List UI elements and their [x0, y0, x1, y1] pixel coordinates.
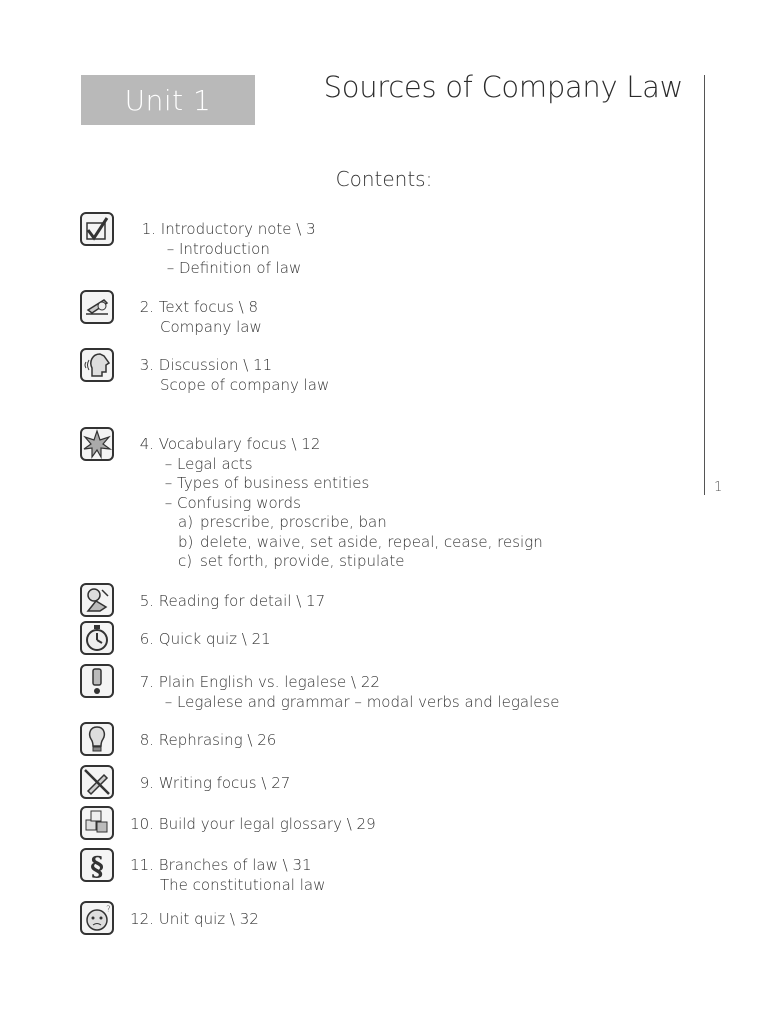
- toc-entry-subtitle: Scope of company law: [160, 375, 330, 394]
- svg-text:?: ?: [106, 905, 111, 915]
- starburst-icon: [80, 427, 114, 461]
- toc-entry-title: Writing focus \ 27: [154, 774, 291, 792]
- toc-sub-item: – Definition of law: [166, 259, 302, 277]
- crossed-pen-icon: [80, 765, 114, 799]
- toc-entry-title: Build your legal glossary \ 29: [154, 815, 376, 833]
- toc-entry-number: 11.: [130, 856, 154, 874]
- reading-person-icon: [80, 583, 114, 617]
- checkmark-icon: [80, 212, 114, 246]
- unit-label: Unit 1: [124, 83, 212, 117]
- writing-hand-icon: [80, 290, 114, 324]
- toc-entry-number: 9.: [139, 774, 154, 792]
- page-number: 1: [714, 480, 723, 495]
- stopwatch-icon: [80, 621, 114, 655]
- toc-entry-title: Rephrasing \ 26: [154, 731, 277, 749]
- toc-lettered-item: a) prescribe, proscribe, ban: [178, 513, 387, 531]
- toc-entry-number: 1.: [141, 220, 156, 238]
- toc-sub-item: – Legalese and grammar – modal verbs and legalese: [164, 692, 560, 711]
- toc-entry-number: 5.: [139, 592, 154, 610]
- toc-entry-title: Plain English vs. legalese \ 22: [154, 673, 380, 691]
- toc-entry-number: 4.: [139, 435, 154, 453]
- toc-sub-item: – Introduction: [166, 239, 270, 258]
- toc-entry-title: Reading for detail \ 17: [154, 592, 326, 610]
- toc-entry-subtitle: The constitutional law: [160, 875, 326, 894]
- toc-sub-item: – Types of business entities: [164, 474, 370, 492]
- toc-entry-title: Discussion \ 11: [154, 356, 273, 374]
- lightbulb-icon: [80, 722, 114, 756]
- toc-entry-number: 7.: [139, 673, 154, 691]
- toc-entry-title: Vocabulary focus \ 12: [154, 435, 321, 453]
- letter-blocks-icon: [80, 806, 114, 840]
- toc-entry-title: Unit quiz \ 32: [154, 910, 259, 928]
- toc-lettered-item: c) set forth, provide, stipulate: [178, 552, 405, 570]
- toc-sub-item: – Legal acts: [164, 454, 253, 473]
- toc-entry-number: 8.: [139, 731, 154, 749]
- section-sign-icon: [80, 848, 114, 882]
- toc-entry-title: Quick quiz \ 21: [154, 630, 271, 648]
- toc-entry-number: 10.: [130, 815, 154, 833]
- speaking-head-icon: [80, 348, 114, 382]
- unit-label-box: [81, 75, 255, 125]
- toc-entry-title: Introductory note \ 3: [156, 220, 316, 238]
- toc-entry-number: 3.: [139, 356, 154, 374]
- toc-lettered-item: b) delete, waive, set aside, repeal, cease, resign: [178, 532, 543, 551]
- toc-sub-item: – Confusing words: [164, 493, 301, 512]
- toc-entry-number: 6.: [139, 630, 154, 648]
- toc-entry-title: Branches of law \ 31: [154, 856, 312, 874]
- page-title: Sources of Company Law: [323, 70, 683, 104]
- exclamation-icon: [80, 664, 114, 698]
- contents-heading: Contents:: [335, 167, 433, 191]
- vertical-rule: [704, 75, 705, 495]
- toc-entry-number: 2.: [139, 298, 154, 316]
- svg-text:§: §: [90, 852, 104, 880]
- puzzled-face-icon: [80, 901, 114, 935]
- toc-entry-number: 12.: [130, 910, 154, 928]
- toc-entry-title: Text focus \ 8: [154, 298, 259, 316]
- toc-entry-subtitle: Company law: [160, 317, 262, 336]
